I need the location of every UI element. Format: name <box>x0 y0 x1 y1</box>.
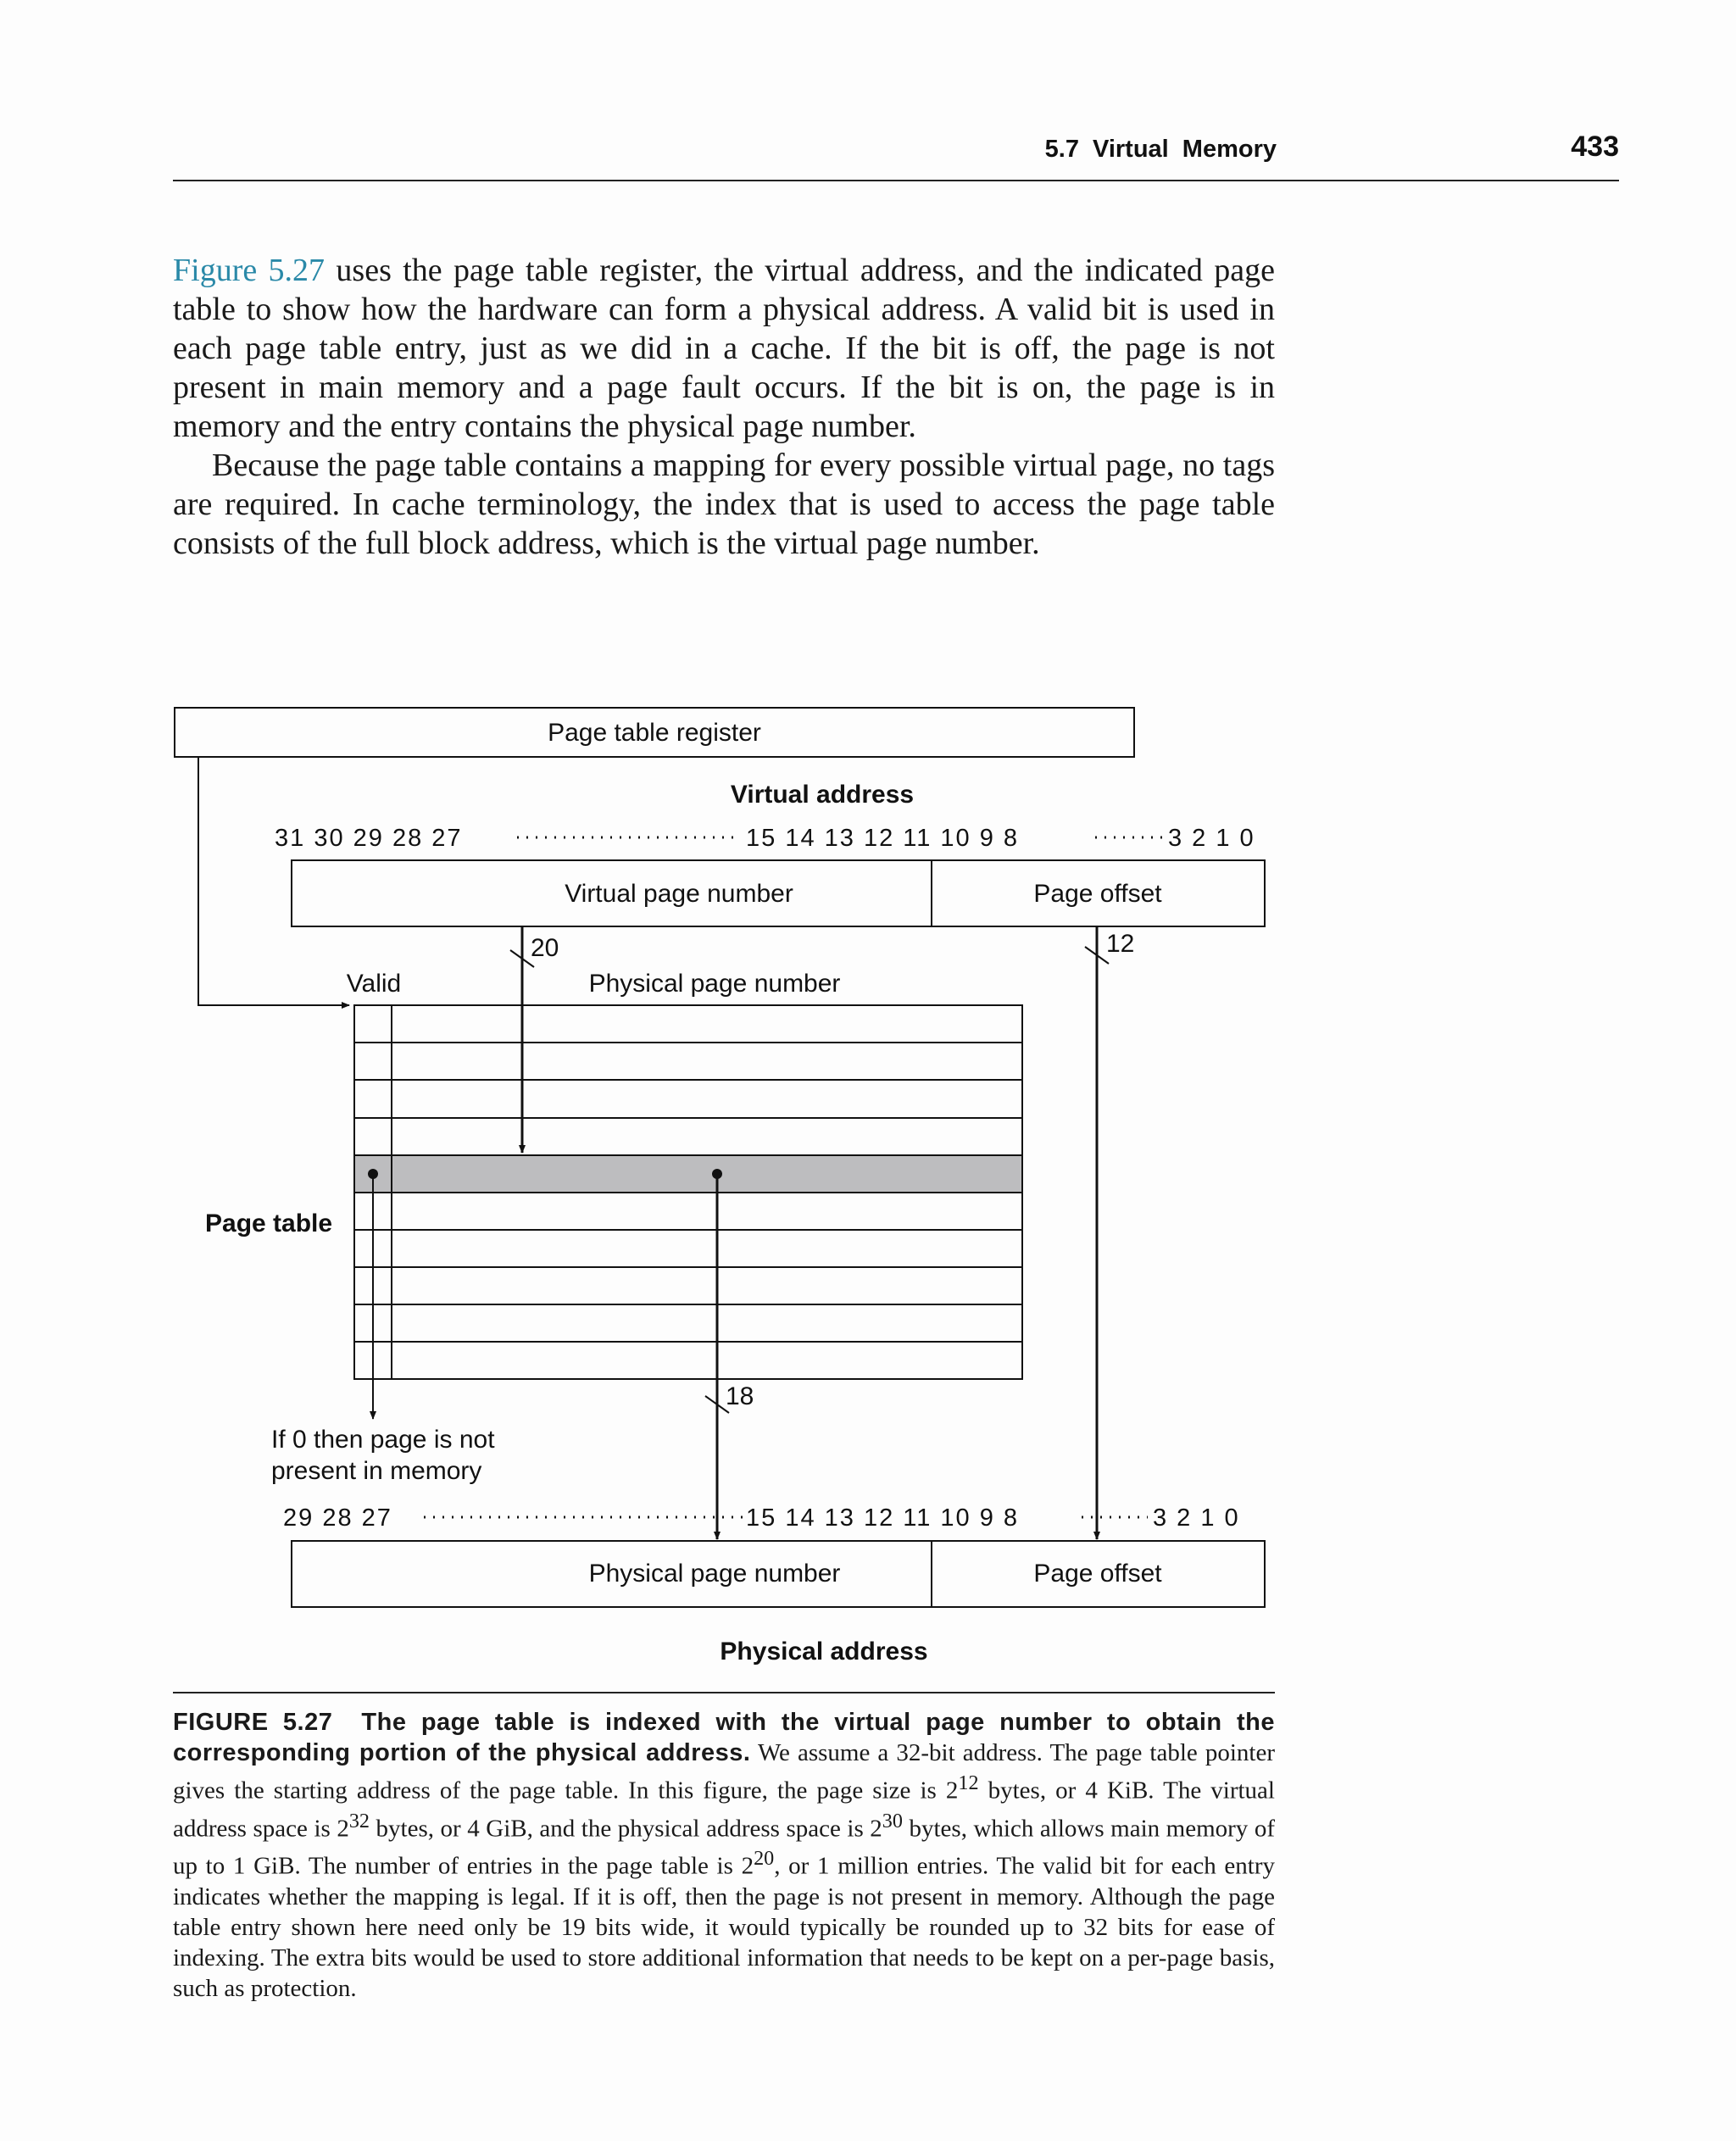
page-table-label: Page table <box>205 1210 333 1237</box>
va-bit-numbers-right: 3 2 1 0 <box>1168 825 1255 852</box>
register-pointer-line <box>198 757 349 1005</box>
pa-page-offset-field: Page offset <box>1033 1560 1162 1588</box>
pa-bit-numbers-middle: 15 14 13 12 11 10 9 8 <box>746 1504 1020 1532</box>
ppn-width-label: 18 <box>726 1382 754 1410</box>
caption-text-3: bytes, or 4 GiB, and the physical address space is 2 <box>369 1815 882 1843</box>
pa-bit-numbers-right: 3 2 1 0 <box>1153 1504 1240 1532</box>
figure-reference-link[interactable]: Figure 5.27 <box>173 253 326 288</box>
pa-physical-page-number-field: Physical page number <box>588 1560 841 1588</box>
valid-column-label: Valid <box>346 970 402 998</box>
caption-text-4: bytes, which allows main memory of up to 1 GiB. The number of entries in the page table is 2 <box>173 1815 1275 1880</box>
virtual-page-number-field: Virtual page number <box>565 880 793 908</box>
page-table-grid <box>354 1005 1022 1379</box>
caption-text-2: bytes, or 4 KiB. The virtual address space is 2 <box>173 1777 1275 1843</box>
figure-caption <box>173 1692 1275 2004</box>
va-bit-numbers-middle: 15 14 13 12 11 10 9 8 <box>746 825 1020 852</box>
caption-exponent-2: 32 <box>348 1809 370 1832</box>
caption-text-1: We assume a 32-bit address. The page table pointer gives the starting address of the page table. In this figure, the page size is 2 <box>173 1739 1275 1805</box>
virtual-address-title: Virtual address <box>730 781 915 809</box>
section-title: 5.7 Virtual Memory <box>1044 136 1277 163</box>
offset-width-label: 12 <box>1106 930 1135 958</box>
physical-address-title: Physical address <box>720 1638 928 1666</box>
page-table-selected-entry <box>354 1155 1022 1193</box>
va-bit-numbers-left: 31 30 29 28 27 <box>275 825 463 852</box>
vpn-width-label: 20 <box>531 934 559 962</box>
caption-exponent-1: 12 <box>958 1771 979 1794</box>
paragraph-1-text: uses the page table register, the virtual address, and the indicated page table to show how the hardware can form a physical address. A valid bit is used in each page table entry, just as we did in a cache. If the bit is off, the page is not present in main memory and a page fault occurs. If the bit is on, the page is in memory and the entry contains the physical page number. <box>173 253 1275 444</box>
caption-exponent-3: 30 <box>882 1809 903 1832</box>
not-present-note-line-1: If 0 then page is not <box>271 1426 495 1454</box>
ppn-column-label: Physical page number <box>588 970 841 998</box>
figure-number: FIGURE 5.27 <box>173 1709 333 1736</box>
not-present-note-line-2: present in memory <box>271 1457 482 1485</box>
page-table-register-label: Page table register <box>548 719 761 747</box>
caption-exponent-4: 20 <box>754 1847 775 1871</box>
paragraph-2: Because the page table contains a mapping for every possible virtual page, no tags are required. In cache terminology, the index that is used to access the page table consists of the full block address, which is the virtual page number. <box>173 448 1275 561</box>
page-number: 433 <box>1571 131 1619 163</box>
caption-title: The page table is indexed with the virtual page number to obtain the corresponding portion of the physical address. <box>173 1709 1275 1766</box>
caption-text-5: , or 1 million entries. The valid bit for each entry indicates whether the mapping is legal. If it is off, then the page is not present in memory. Although the page table entry shown here need only be 19 bits wide, it would typically be rounded up to 32 bits for ease of indexing. The extra bits would be used to store additional information that needs to be kept on a per-page basis, such as protection. <box>173 1852 1275 2002</box>
pa-bit-numbers-left: 29 28 27 <box>283 1504 392 1532</box>
va-page-offset-field: Page offset <box>1033 880 1162 908</box>
